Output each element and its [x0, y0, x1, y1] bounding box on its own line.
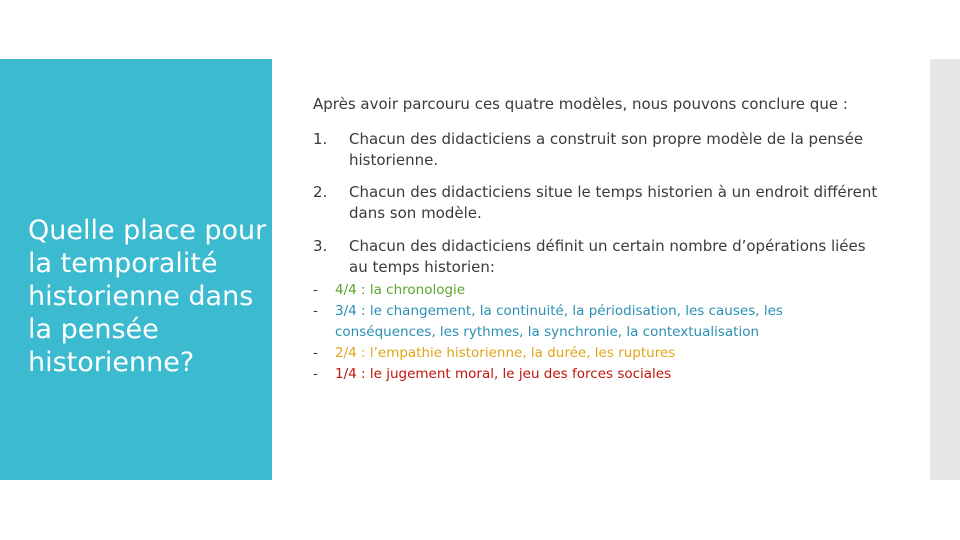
slide-title: Quelle place pour la temporalité historienne dans la pensée historienne? — [28, 215, 267, 378]
dash-mark: - — [313, 303, 318, 319]
score-item-4of4 — [313, 280, 883, 301]
score-list — [313, 280, 883, 385]
numbered-item-3 — [313, 236, 883, 278]
dash-mark: - — [313, 282, 318, 298]
dash-mark: - — [313, 345, 318, 361]
dash-mark: - — [313, 366, 318, 382]
item-number: 2. — [313, 183, 328, 201]
item-number: 3. — [313, 237, 328, 255]
intro-text: Après avoir parcouru ces quatre modèles, nous pouvons conclure que : — [313, 95, 848, 113]
numbered-item-2 — [313, 182, 883, 224]
score-item-2of4 — [313, 343, 883, 364]
item-text: Chacun des didacticiens a construit son propre modèle de la pensée historienne. — [349, 130, 864, 169]
numbered-list — [313, 129, 883, 278]
score-text: 4/4 : la chronologie — [335, 282, 466, 298]
content-area — [313, 94, 883, 385]
score-item-1of4 — [313, 364, 883, 385]
score-text: 2/4 : l’empathie historienne, la durée, les ruptures — [335, 345, 676, 361]
item-text: Chacun des didacticiens définit un certain nombre d’opérations liées au temps historien: — [349, 237, 866, 276]
item-text: Chacun des didacticiens situe le temps historien à un endroit différent dans son modèle. — [349, 183, 878, 222]
numbered-item-1 — [313, 129, 883, 171]
right-decor-bar — [930, 59, 960, 480]
score-text: 1/4 : le jugement moral, le jeu des forces sociales — [335, 366, 672, 382]
item-number: 1. — [313, 130, 328, 148]
score-item-3of4 — [313, 301, 883, 343]
score-text: 3/4 : le changement, la continuité, la périodisation, les causes, les conséquences, les rythmes, la synchronie, la contextualisation — [335, 303, 783, 340]
title-panel — [0, 59, 272, 480]
